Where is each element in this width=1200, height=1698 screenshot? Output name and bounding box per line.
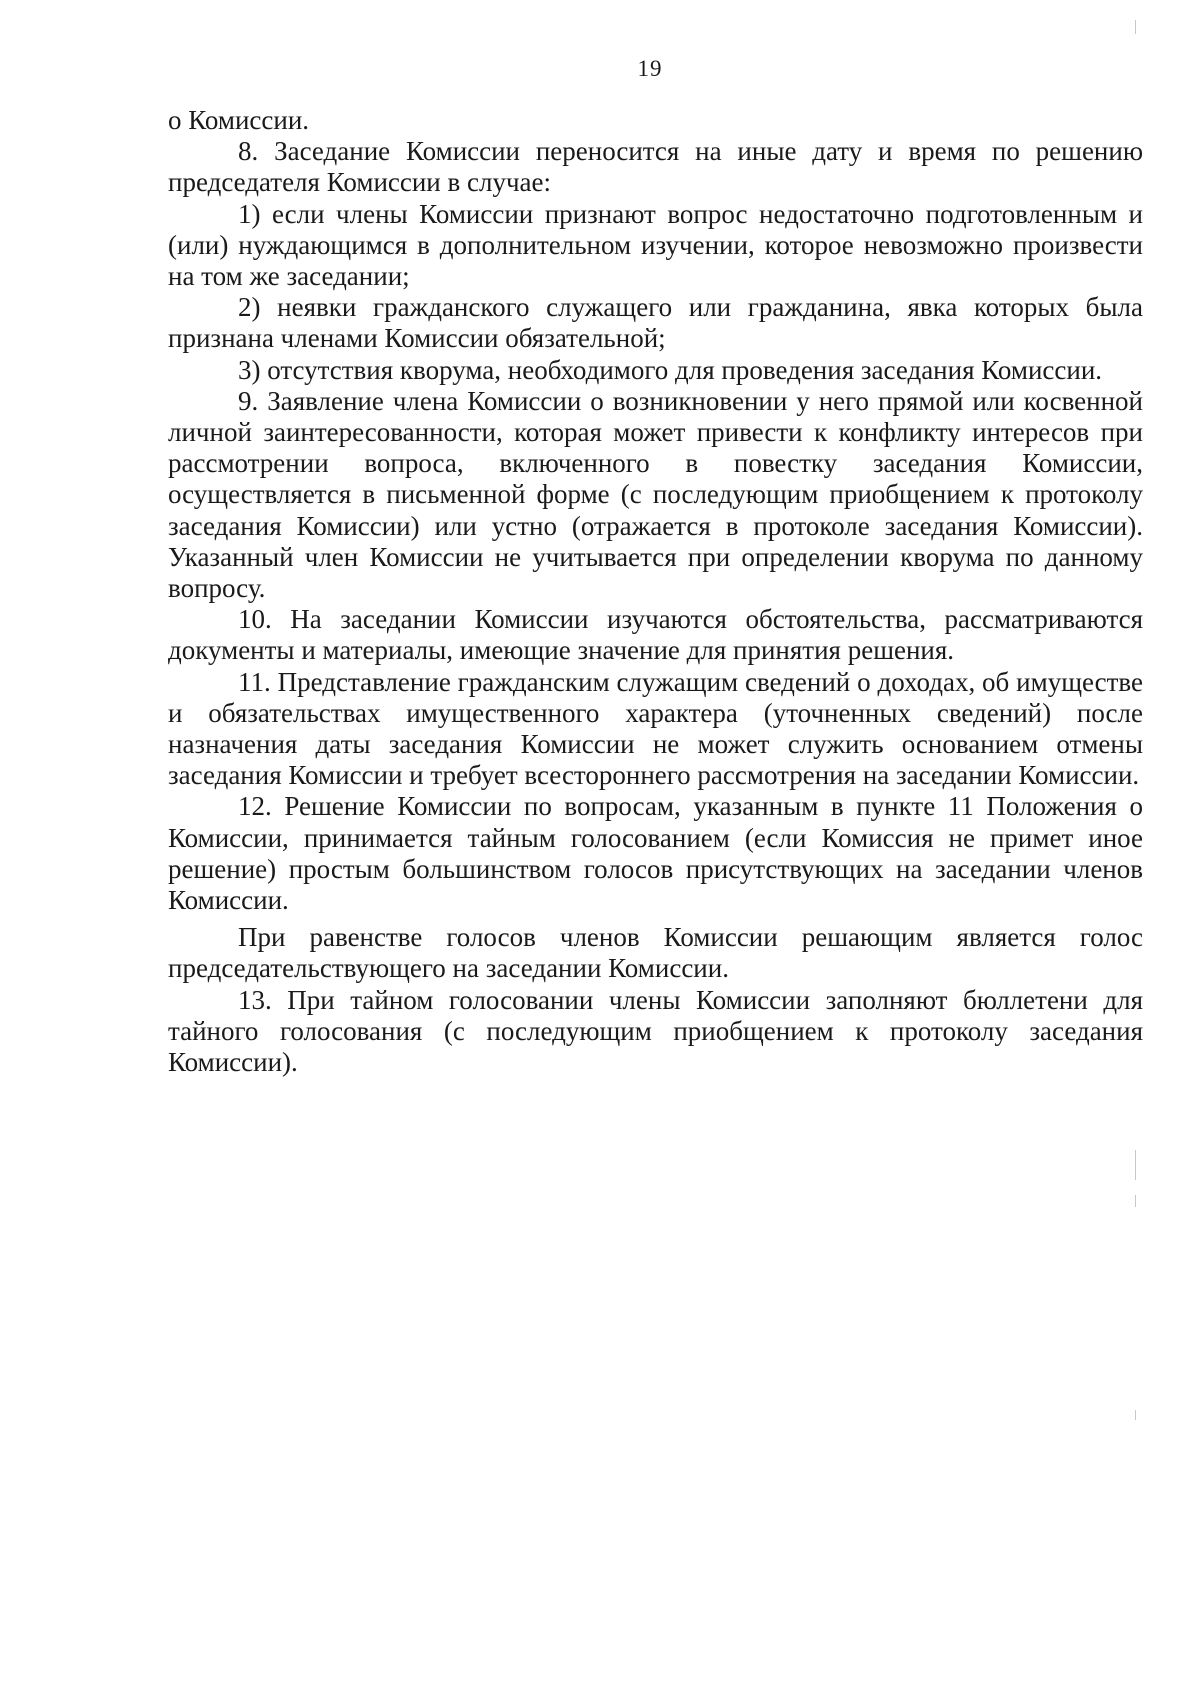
paragraph-item-9: 9. Заявление члена Комиссии о возникновении у него прямой или косвенной личной заинтересованности, которая может привести к конфликту интересов при рассмотрении вопроса, включенного в повестку заседания Комиссии, осуществляется в письменной форме (с последующим приобщением к протоколу заседания Комиссии) или устно (отражается в протоколе заседания Комиссии). Указанный член Комиссии не учитывается при определении кворума по данному вопросу.: [168, 385, 1143, 604]
paragraph-subitem-1: 1) если члены Комиссии признают вопрос недостаточно подготовленным и (или) нуждающимся в дополнительном изучении, которое невозможно произвести на том же заседании;: [168, 198, 1143, 292]
paragraph-subitem-2: 2) неявки гражданского служащего или гражданина, явка которых была признана членами Комиссии обязательной;: [168, 292, 1143, 354]
scan-artifact: [1135, 1195, 1136, 1207]
paragraph-item-13: 13. При тайном голосовании члены Комиссии заполняют бюллетени для тайного голосования (с последующим приобщением к протоколу заседания Комиссии).: [168, 984, 1143, 1078]
scan-artifact: [1135, 1150, 1136, 1180]
paragraph-item-10: 10. На заседании Комиссии изучаются обстоятельства, рассматриваются документы и материалы, имеющие значение для принятия решения.: [168, 604, 1143, 666]
paragraph-item-8: 8. Заседание Комиссии переносится на иные дату и время по решению председателя Комиссии в случае:: [168, 136, 1143, 198]
page-number: 19: [637, 56, 663, 81]
paragraph-item-11: 11. Представление гражданским служащим сведений о доходах, об имуществе и обязательствах имущественного характера (уточненных сведений) после назначения даты заседания Комиссии не может служить основанием отмены заседания Комиссии и требует всестороннего рассмотрения на заседании Комиссии.: [168, 666, 1143, 791]
paragraph-item-12-tie-vote: При равенстве голосов членов Комиссии решающим является голос председательствующего на заседании Комиссии.: [168, 922, 1143, 984]
paragraph-subitem-3: 3) отсутствия кворума, необходимого для проведения заседания Комиссии.: [238, 354, 1103, 385]
scan-artifact: [1135, 1410, 1136, 1420]
document-body: [168, 105, 1143, 1078]
scan-artifact: [1135, 20, 1136, 34]
paragraph-continuation: о Комиссии.: [168, 105, 310, 135]
paragraph-item-12: 12. Решение Комиссии по вопросам, указанным в пункте 11 Положения о Комиссии, принимается тайным голосованием (если Комиссия не примет иное решение) простым большинством голосов присутствующих на заседании членов Комиссии.: [168, 791, 1143, 916]
